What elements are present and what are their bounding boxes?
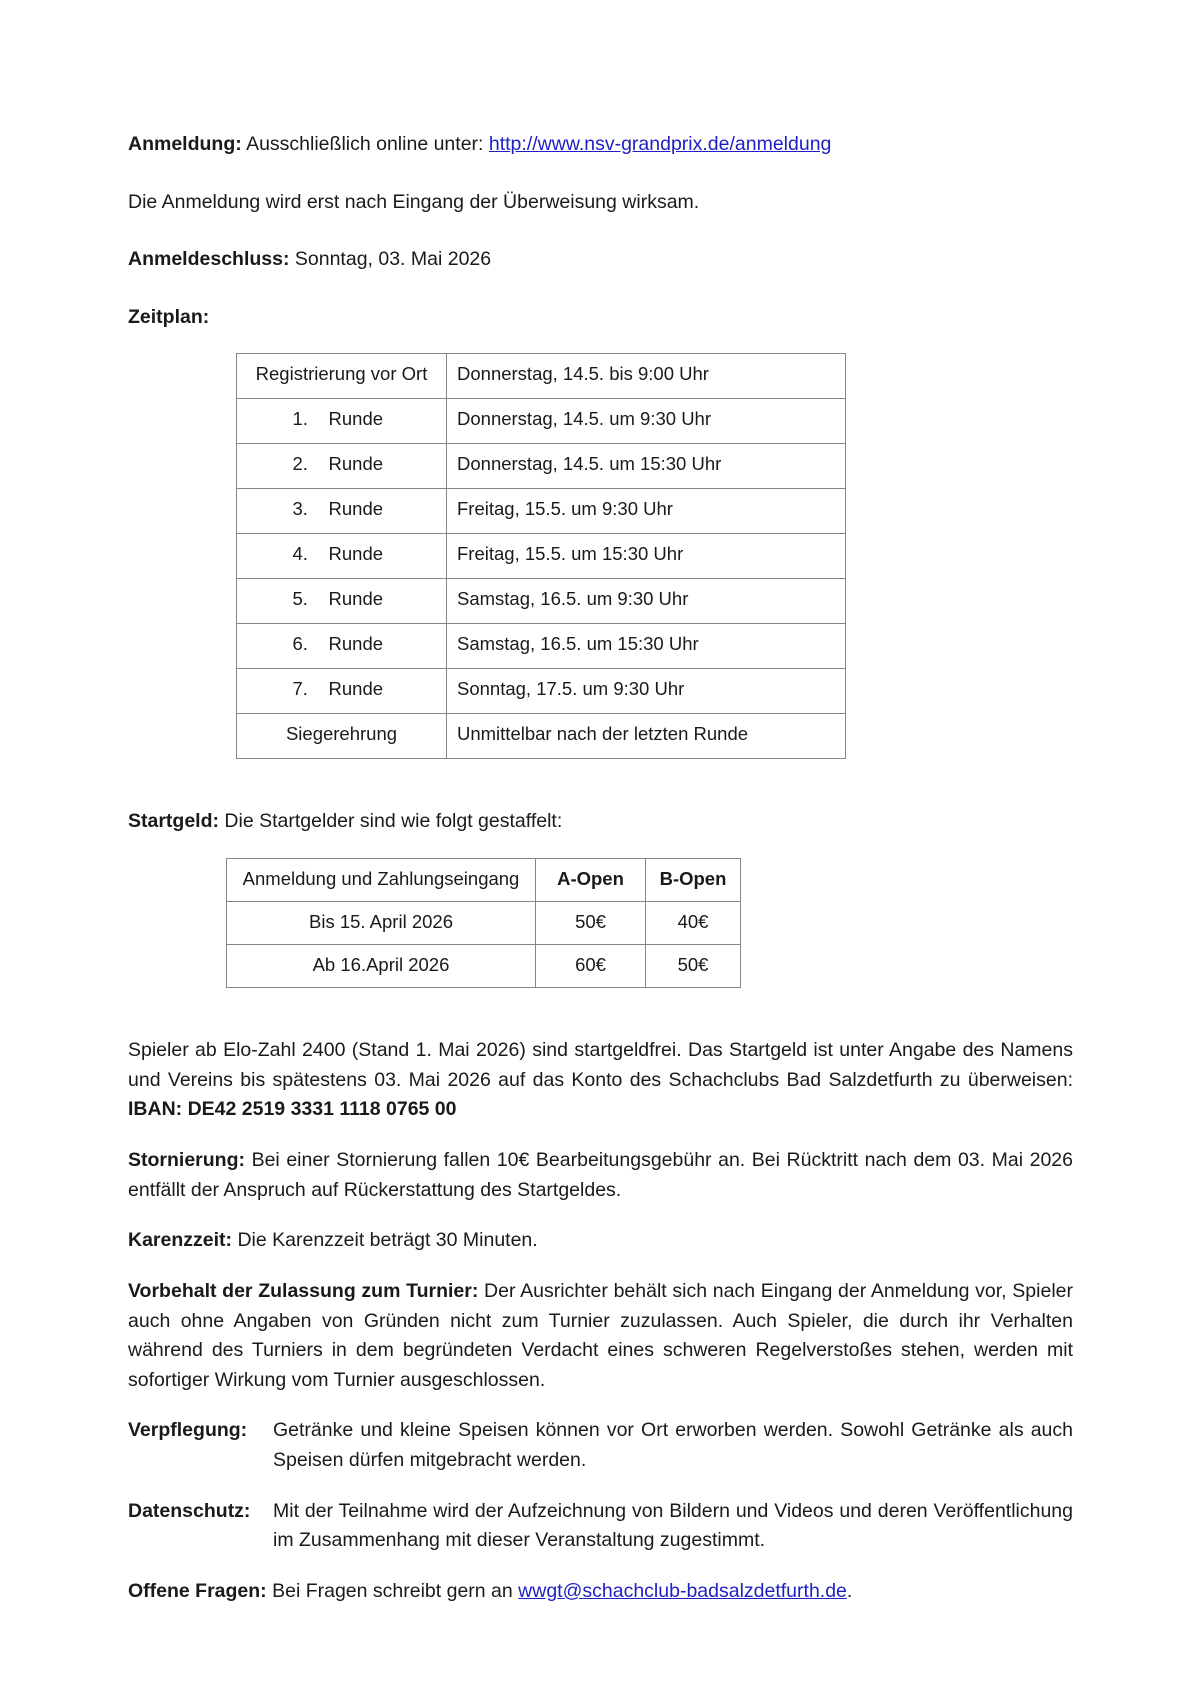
round-cell	[237, 399, 446, 430]
schedule-time-label: Samstag, 16.5. um 9:30 Uhr	[457, 587, 689, 609]
fee-table-wrapper	[226, 858, 740, 988]
round-number: 5.	[292, 587, 308, 609]
table-row	[237, 488, 846, 533]
startgeld-label: Startgeld:	[128, 809, 220, 832]
schedule-event-cell	[237, 488, 447, 533]
round-label: Runde	[328, 632, 384, 654]
schedule-time-label: Donnerstag, 14.5. bis 9:00 Uhr	[457, 362, 709, 384]
offene-fragen-paragraph	[128, 1577, 1073, 1607]
vorbehalt-text: Der Ausrichter behält sich nach Eingang der Anmeldung vor, Spieler auch ohne Angaben von Gründen nicht zum Turnier zuzulassen. Auch Spieler, die durch ihr Verhalten während des Turniers in dem begründeten Verdacht eines schweren Regelverstoßes stehen, werden mit sofortiger Wirkung vom Turnier ausgeschlossen.	[128, 1279, 1073, 1391]
fee-period-label: Ab 16.April 2026	[312, 954, 450, 976]
round-number: 6.	[292, 632, 308, 654]
fee-b-open-value: 40€	[677, 911, 709, 933]
round-number: 7.	[292, 677, 308, 699]
stornierung-label: Stornierung:	[128, 1149, 245, 1171]
table-row	[237, 668, 846, 713]
round-label: Runde	[328, 587, 384, 609]
table-row	[237, 623, 846, 668]
fee-period-cell	[227, 945, 536, 988]
table-row	[237, 578, 846, 623]
anmeldung-label: Anmeldung:	[128, 133, 242, 155]
ueberweisung-hinweis: Die Anmeldung wird erst nach Eingang der Überweisung wirksam.	[128, 190, 700, 213]
table-row	[237, 713, 846, 758]
anmeldeschluss-label: Anmeldeschluss:	[128, 248, 290, 271]
schedule-event-cell	[237, 713, 447, 758]
round-number: 4.	[292, 542, 308, 564]
round-label: Runde	[328, 407, 384, 429]
round-label: Runde	[328, 497, 384, 519]
fee-b-open-value: 50€	[677, 954, 709, 976]
anmeldeschluss-paragraph	[128, 245, 1073, 275]
fee-a-open-cell	[536, 902, 646, 945]
round-cell	[237, 444, 446, 475]
anmeldeschluss-value: Sonntag, 03. Mai 2026	[289, 248, 492, 271]
schedule-time-label: Freitag, 15.5. um 15:30 Uhr	[457, 542, 684, 564]
round-label: Runde	[328, 677, 384, 699]
fee-b-open-cell	[646, 902, 741, 945]
datenschutz-text: Mit der Teilnahme wird der Aufzeichnung von Bildern und Videos und deren Veröffentlichung im Zusammenhang mit dieser Veranstaltung zugestimmt.	[273, 1499, 1073, 1552]
round-cell	[237, 534, 446, 565]
karenzzeit-paragraph	[128, 1226, 1073, 1256]
schedule-time-cell	[447, 443, 846, 488]
schedule-time-cell	[447, 623, 846, 668]
schedule-event-cell	[237, 668, 447, 713]
round-cell	[237, 489, 446, 520]
elo-paragraph	[128, 1036, 1073, 1125]
anmeldung-text: Ausschließlich online unter:	[241, 133, 489, 155]
offene-fragen-label: Offene Fragen:	[128, 1579, 267, 1602]
schedule-time-label: Sonntag, 17.5. um 9:30 Uhr	[457, 677, 685, 699]
table-row	[237, 398, 846, 443]
table-header-row	[227, 859, 741, 902]
schedule-time-label: Unmittelbar nach der letzten Runde	[457, 722, 749, 744]
schedule-event-cell	[237, 533, 447, 578]
fee-header-label: A-Open	[557, 868, 624, 890]
schedule-time-label: Freitag, 15.5. um 9:30 Uhr	[457, 497, 673, 519]
schedule-time-cell	[447, 713, 846, 758]
offene-fragen-text: Bei Fragen schreibt gern an	[266, 1579, 519, 1602]
fee-b-open-cell	[646, 945, 741, 988]
fee-a-open-value: 60€	[575, 954, 606, 976]
table-row	[237, 443, 846, 488]
stornierung-paragraph	[128, 1146, 1073, 1205]
fee-a-open-cell	[536, 945, 646, 988]
fee-a-open-value: 50€	[575, 911, 606, 933]
fee-header-cell	[227, 859, 536, 902]
schedule-time-cell	[447, 668, 846, 713]
vorbehalt-paragraph	[128, 1277, 1073, 1396]
round-label: Runde	[328, 452, 384, 474]
schedule-time-cell	[447, 488, 846, 533]
zeitplan-label: Zeitplan:	[128, 305, 210, 328]
round-cell	[237, 579, 446, 610]
datenschutz-block	[128, 1497, 1073, 1556]
startgeld-text: Die Startgelder sind wie folgt gestaffelt:	[219, 809, 563, 832]
table-row	[237, 353, 846, 398]
contact-email-link[interactable]: wwgt@schachclub-badsalzdetfurth.de	[518, 1579, 847, 1602]
schedule-table	[236, 353, 846, 759]
startgeld-paragraph	[128, 807, 1073, 837]
round-number: 2.	[292, 452, 308, 474]
schedule-event-label: Siegerehrung	[285, 722, 398, 744]
verpflegung-text: Getränke und kleine Speisen können vor Ort erworben werden. Sowohl Getränke als auch Speisen dürfen mitgebracht werden.	[273, 1419, 1073, 1471]
fee-header-cell	[536, 859, 646, 902]
schedule-time-label: Donnerstag, 14.5. um 9:30 Uhr	[457, 407, 712, 429]
karenzzeit-label: Karenzzeit:	[128, 1229, 233, 1252]
schedule-event-label: Registrierung vor Ort	[255, 362, 428, 384]
schedule-time-cell	[447, 578, 846, 623]
elo-text: Spieler ab Elo-Zahl 2400 (Stand 1. Mai 2026) sind startgeldfrei. Das Startgeld ist unter Angabe des Namens und Vereins bis spätestens 03. Mai 2026 auf das Konto des Schachclubs Bad Salzdetfurth zu überweisen:	[128, 1039, 1073, 1091]
table-row	[227, 902, 741, 945]
verpflegung-block	[128, 1416, 1073, 1475]
round-cell	[237, 624, 446, 655]
schedule-table-wrapper	[236, 353, 846, 759]
offene-fragen-period: .	[846, 1579, 853, 1602]
document-page	[128, 0, 1073, 1683]
schedule-time-cell	[447, 353, 846, 398]
fee-header-cell	[646, 859, 741, 902]
table-row	[227, 945, 741, 988]
verpflegung-label: Verpflegung:	[128, 1419, 248, 1442]
schedule-event-cell	[237, 353, 447, 398]
schedule-event-cell	[237, 578, 447, 623]
fee-period-cell	[227, 902, 536, 945]
schedule-event-cell	[237, 443, 447, 488]
fee-period-label: Bis 15. April 2026	[309, 911, 453, 933]
schedule-time-cell	[447, 398, 846, 443]
round-cell	[237, 669, 446, 700]
round-number: 1.	[292, 407, 308, 429]
round-label: Runde	[328, 542, 384, 564]
schedule-time-label: Donnerstag, 14.5. um 15:30 Uhr	[457, 452, 722, 474]
fee-table	[226, 858, 741, 988]
datenschutz-label: Datenschutz:	[128, 1499, 251, 1522]
schedule-event-cell	[237, 398, 447, 443]
schedule-time-label: Samstag, 16.5. um 15:30 Uhr	[457, 632, 699, 654]
anmeldung-url-link[interactable]: http://www.nsv-grandprix.de/anmeldung	[488, 133, 832, 155]
stornierung-text: Bei einer Stornierung fallen 10€ Bearbeitungsgebühr an. Bei Rücktritt nach dem 03. Mai 2026 entfällt der Anspruch auf Rückerstattung des Startgeldes.	[128, 1149, 1073, 1201]
schedule-time-cell	[447, 533, 846, 578]
iban-value: IBAN: DE42 2519 3331 1118 0765 00	[128, 1098, 457, 1121]
fee-header-label: B-Open	[659, 868, 727, 890]
schedule-event-cell	[237, 623, 447, 668]
karenzzeit-text: Die Karenzzeit beträgt 30 Minuten.	[232, 1229, 538, 1252]
fee-header-label: Anmeldung und Zahlungseingang	[242, 868, 520, 890]
round-number: 3.	[292, 497, 308, 519]
anmeldung-paragraph	[128, 130, 1073, 160]
table-row	[237, 533, 846, 578]
vorbehalt-label: Vorbehalt der Zulassung zum Turnier:	[128, 1279, 479, 1302]
